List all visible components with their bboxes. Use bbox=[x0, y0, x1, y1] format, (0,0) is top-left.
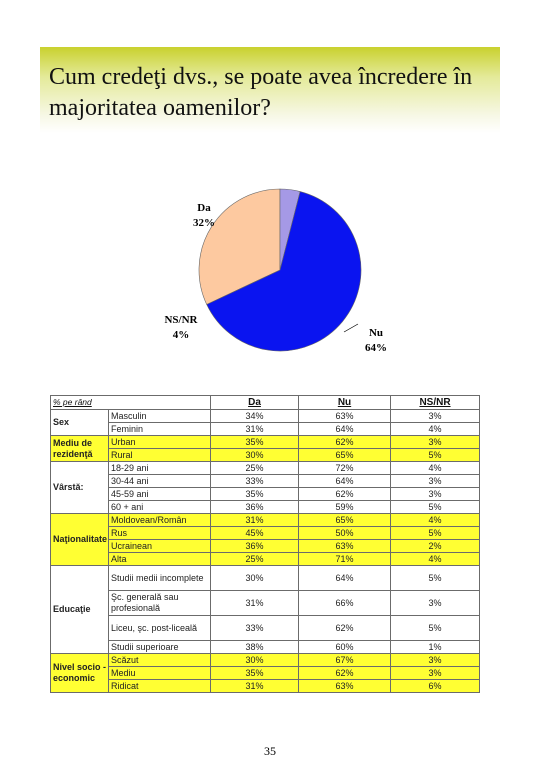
cell-nsnr: 3% bbox=[391, 667, 480, 680]
group-label: Educaţie bbox=[51, 566, 109, 654]
cell-nsnr: 5% bbox=[391, 527, 480, 540]
cell-nsnr: 5% bbox=[391, 449, 480, 462]
group-label: Nivel socio - economic bbox=[51, 654, 109, 693]
cell-da: 35% bbox=[211, 667, 299, 680]
cell-nu: 62% bbox=[299, 436, 391, 449]
table-row bbox=[51, 488, 480, 501]
row-label: Studii medii incomplete bbox=[109, 566, 211, 591]
row-label: 30-44 ani bbox=[109, 475, 211, 488]
cell-da: 33% bbox=[211, 475, 299, 488]
row-label: Şc. generală sau profesională bbox=[109, 591, 211, 616]
cell-da: 25% bbox=[211, 462, 299, 475]
cell-nu: 65% bbox=[299, 449, 391, 462]
cell-da: 35% bbox=[211, 436, 299, 449]
table-row bbox=[51, 475, 480, 488]
table-row bbox=[51, 667, 480, 680]
row-label: Mediu bbox=[109, 667, 211, 680]
row-label: Rus bbox=[109, 527, 211, 540]
cell-nsnr: 5% bbox=[391, 566, 480, 591]
table-row bbox=[51, 514, 480, 527]
cell-nu: 63% bbox=[299, 540, 391, 553]
cell-nsnr: 1% bbox=[391, 641, 480, 654]
table-row bbox=[51, 540, 480, 553]
cell-nsnr: 3% bbox=[391, 475, 480, 488]
row-label: Studii superioare bbox=[109, 641, 211, 654]
column-header-nu: Nu bbox=[299, 396, 391, 410]
pie-label-nu-value: 64% bbox=[365, 342, 387, 354]
breakdown-table-frame bbox=[50, 395, 479, 693]
group-label: Vârstă: bbox=[51, 462, 109, 514]
cell-nu: 62% bbox=[299, 488, 391, 501]
cell-nu: 72% bbox=[299, 462, 391, 475]
pie-label-nu-name: Nu bbox=[368, 327, 384, 339]
pie-label-da bbox=[184, 201, 224, 231]
table-row bbox=[51, 410, 480, 423]
pie-label-da-name: Da bbox=[197, 202, 211, 214]
row-label: Ucrainean bbox=[109, 540, 211, 553]
cell-nsnr: 2% bbox=[391, 540, 480, 553]
cell-da: 38% bbox=[211, 641, 299, 654]
row-label: Urban bbox=[109, 436, 211, 449]
cell-nsnr: 6% bbox=[391, 680, 480, 693]
cell-nsnr: 5% bbox=[391, 501, 480, 514]
table-corner-label: % pe rând bbox=[51, 396, 211, 410]
cell-da: 33% bbox=[211, 616, 299, 641]
table-row bbox=[51, 553, 480, 566]
cell-nu: 60% bbox=[299, 641, 391, 654]
table-row bbox=[51, 680, 480, 693]
row-label: 18-29 ani bbox=[109, 462, 211, 475]
group-label: Sex bbox=[51, 410, 109, 436]
cell-da: 30% bbox=[211, 654, 299, 667]
cell-da: 36% bbox=[211, 501, 299, 514]
column-header-da: Da bbox=[211, 396, 299, 410]
cell-nu: 67% bbox=[299, 654, 391, 667]
column-header-nsnr: NS/NR bbox=[391, 396, 480, 410]
table-row bbox=[51, 423, 480, 436]
row-label: Alta bbox=[109, 553, 211, 566]
cell-nsnr: 3% bbox=[391, 488, 480, 501]
row-label: 60 + ani bbox=[109, 501, 211, 514]
table-row bbox=[51, 591, 480, 616]
cell-nu: 59% bbox=[299, 501, 391, 514]
row-label: Scăzut bbox=[109, 654, 211, 667]
table-body bbox=[51, 410, 480, 693]
cell-da: 34% bbox=[211, 410, 299, 423]
cell-nsnr: 4% bbox=[391, 423, 480, 436]
row-label: Liceu, şc. post-liceală bbox=[109, 616, 211, 641]
pie-label-nsnr-value: 4% bbox=[172, 329, 190, 341]
cell-da: 30% bbox=[211, 566, 299, 591]
cell-da: 31% bbox=[211, 591, 299, 616]
table-row bbox=[51, 436, 480, 449]
cell-da: 25% bbox=[211, 553, 299, 566]
row-label: Rural bbox=[109, 449, 211, 462]
row-label: 45-59 ani bbox=[109, 488, 211, 501]
cell-da: 31% bbox=[211, 680, 299, 693]
row-label: Ridicat bbox=[109, 680, 211, 693]
cell-nsnr: 4% bbox=[391, 514, 480, 527]
cell-nsnr: 3% bbox=[391, 654, 480, 667]
cell-nu: 64% bbox=[299, 566, 391, 591]
cell-nu: 62% bbox=[299, 616, 391, 641]
cell-nu: 71% bbox=[299, 553, 391, 566]
table-row bbox=[51, 501, 480, 514]
cell-nu: 62% bbox=[299, 667, 391, 680]
cell-da: 35% bbox=[211, 488, 299, 501]
cell-nu: 65% bbox=[299, 514, 391, 527]
cell-nsnr: 4% bbox=[391, 462, 480, 475]
cell-da: 30% bbox=[211, 449, 299, 462]
cell-da: 31% bbox=[211, 423, 299, 436]
cell-nsnr: 3% bbox=[391, 591, 480, 616]
cell-nsnr: 4% bbox=[391, 553, 480, 566]
group-label: Mediu de rezidenţă bbox=[51, 436, 109, 462]
cell-nu: 63% bbox=[299, 680, 391, 693]
table-row bbox=[51, 641, 480, 654]
cell-nu: 63% bbox=[299, 410, 391, 423]
row-label: Masculin bbox=[109, 410, 211, 423]
page-title: Cum credeţi dvs., se poate avea încredere în majoritatea oamenilor? bbox=[49, 64, 473, 121]
table-row bbox=[51, 462, 480, 475]
table-row bbox=[51, 449, 480, 462]
cell-nu: 66% bbox=[299, 591, 391, 616]
cell-nu: 50% bbox=[299, 527, 391, 540]
table-row bbox=[51, 616, 480, 641]
pie-label-nsnr-name: NS/NR bbox=[164, 314, 198, 326]
group-label: Naţionalitate bbox=[51, 514, 109, 566]
table-row bbox=[51, 654, 480, 667]
pie-label-nsnr bbox=[158, 313, 204, 343]
table-row bbox=[51, 527, 480, 540]
pie-label-da-value: 32% bbox=[193, 217, 215, 229]
table-header-row bbox=[51, 396, 480, 410]
cell-nsnr: 3% bbox=[391, 410, 480, 423]
cell-nsnr: 3% bbox=[391, 436, 480, 449]
cell-nsnr: 5% bbox=[391, 616, 480, 641]
page-number: 35 bbox=[264, 744, 276, 758]
table-row bbox=[51, 566, 480, 591]
row-label: Moldovean/Român bbox=[109, 514, 211, 527]
breakdown-table bbox=[50, 395, 480, 693]
row-label: Feminin bbox=[109, 423, 211, 436]
cell-da: 31% bbox=[211, 514, 299, 527]
cell-da: 36% bbox=[211, 540, 299, 553]
cell-da: 45% bbox=[211, 527, 299, 540]
cell-nu: 64% bbox=[299, 423, 391, 436]
cell-nu: 64% bbox=[299, 475, 391, 488]
pie-label-nu bbox=[356, 326, 396, 356]
